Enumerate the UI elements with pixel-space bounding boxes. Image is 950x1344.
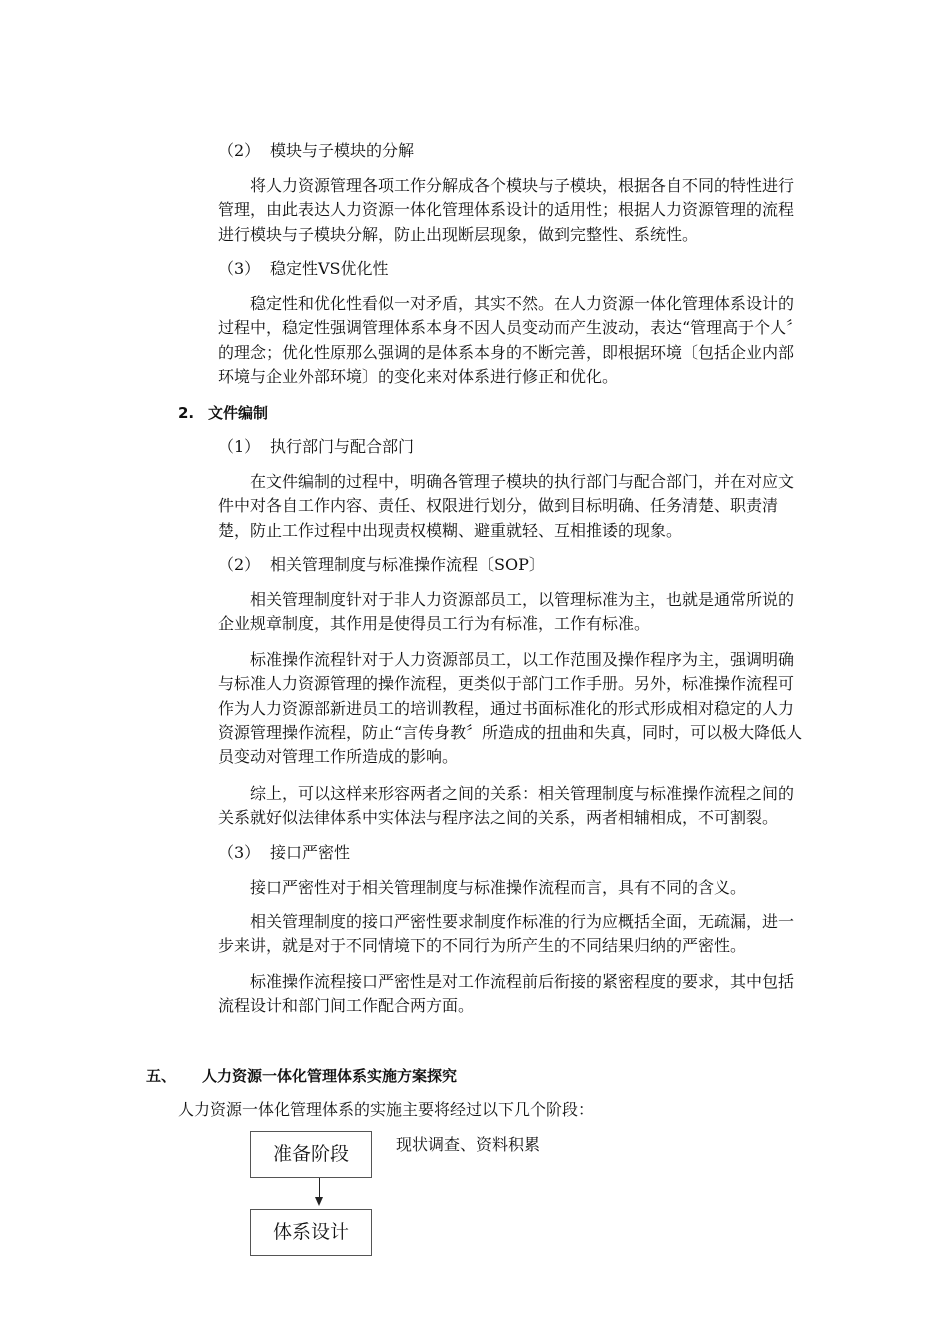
subheading-sop <box>218 554 545 576</box>
subheading-title: 相关管理制度与标准操作流程〔SOP〕 <box>270 555 545 574</box>
subheading-decomposition <box>218 140 414 162</box>
subheading-interface <box>218 842 350 864</box>
section-number: 2. <box>178 404 195 422</box>
subheading-number: （2） <box>218 141 261 160</box>
paragraph: 相关管理制度针对于非人力资源部员工，以管理标准为主，也就是通常所说的企业规章制度，其作用是使得员工行为有标准，工作有标准。 <box>218 590 795 634</box>
section-number: 五、 <box>146 1067 177 1085</box>
paragraph: 标准操作流程针对于人力资源部员工，以工作范围及操作程序为主，强调明确与标准人力资源管理的操作流程，更类似于部门工作手册。另外，标准操作流程可作为人力资源部新进员工的培训教程，通过书面标准化的形式形成相对稳定的人力资源管理操作流程，防止“言传身教〞所造成的扭曲和失真，同时，可以极大降低人员变动对管理工作所造成的影响。 <box>218 650 803 767</box>
subheading-stability <box>218 258 389 280</box>
subheading-title: 模块与子模块的分解 <box>270 141 415 160</box>
section-intro: 人力资源一体化管理体系的实施主要将经过以下几个阶段： <box>178 1100 595 1119</box>
paragraph: 综上，可以这样来形容两者之间的关系：相关管理制度与标准操作流程之间的关系就好似法律体系中实体法与程序法之间的关系，两者相辅相成，不可割裂。 <box>218 784 795 828</box>
section-title: 文件编制 <box>208 404 269 422</box>
flow-arrow-line <box>319 1178 320 1198</box>
subheading-departments <box>218 436 414 458</box>
arrow-down-icon <box>315 1197 323 1206</box>
flow-note: 现状调查、资料积累 <box>396 1135 541 1154</box>
flow-box-system-design: 体系设计 <box>250 1209 372 1256</box>
section-heading-implementation <box>146 1065 457 1087</box>
subheading-title: 接口严密性 <box>270 843 351 862</box>
paragraph: 接口严密性对于相关管理制度与标准操作流程而言，具有不同的含义。 <box>250 878 747 897</box>
paragraph: 稳定性和优化性看似一对矛盾，其实不然。在人力资源一体化管理体系设计的过程中，稳定性强调管理体系本身不因人员变动而产生波动，表达“管理高于个人〞的理念；优化性原那么强调的是体系本身的不断完善，即根据环境〔包括企业内部环境与企业外部环境〕的变化来对体系进行修正和优化。 <box>218 294 803 386</box>
subheading-number: （2） <box>218 555 261 574</box>
paragraph: 标准操作流程接口严密性是对工作流程前后衔接的紧密程度的要求，其中包括流程设计和部门间工作配合两方面。 <box>218 972 795 1016</box>
paragraph: 相关管理制度的接口严密性要求制度作标准的行为应概括全面，无疏漏，进一步来讲，就是对于不同情境下的不同行为所产生的不同结果归纳的严密性。 <box>218 912 795 956</box>
subheading-number: （3） <box>218 259 261 278</box>
section-title: 人力资源一体化管理体系实施方案探究 <box>202 1067 458 1085</box>
subheading-title: 稳定性VS优化性 <box>270 259 389 278</box>
subheading-title: 执行部门与配合部门 <box>270 437 415 456</box>
subheading-number: （1） <box>218 437 261 456</box>
section-heading-file-compilation <box>178 402 268 424</box>
flow-box-preparation: 准备阶段 <box>250 1131 372 1178</box>
paragraph: 在文件编制的过程中，明确各管理子模块的执行部门与配合部门，并在对应文件中对各自工作内容、责任、权限进行划分，做到目标明确、任务清楚、职责清楚，防止工作过程中出现责权模糊、避重就轻、互相推诿的现象。 <box>218 472 795 540</box>
subheading-number: （3） <box>218 843 261 862</box>
paragraph: 将人力资源管理各项工作分解成各个模块与子模块，根据各自不同的特性进行管理，由此表达人力资源一体化管理体系设计的适用性；根据人力资源管理的流程进行模块与子模块分解，防止出现断层现象，做到完整性、系统性。 <box>218 176 795 244</box>
